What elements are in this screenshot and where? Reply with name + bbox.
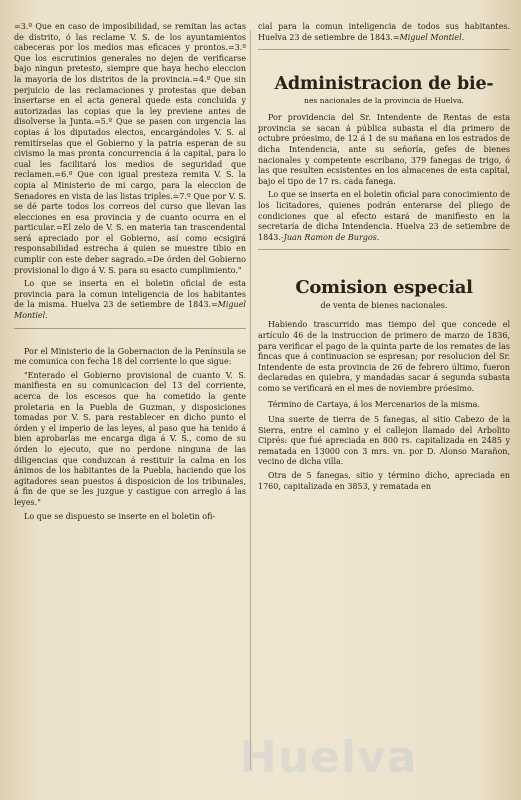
heading-comision-especial: Comision especial — [295, 277, 473, 299]
continuation-text: cial para la comun inteligencia de todos sus habitantes. Huelva 23 de setiembre de 1843.= — [258, 22, 510, 42]
closing-insertion-line: Lo que se dispuesto se inserte en el boletin ofi- — [24, 511, 216, 521]
column-rule — [250, 30, 251, 770]
signature-miguel-montiel-2: Miguel Montiel. — [399, 32, 465, 42]
bidders-notice-text: Lo que se inserta en el boletin oficial para conocimiento de los licitadores, quienes podrán enterarse del pliego de condiciones que al efecto estará de manifiesto en la secretaría de dicha Intendencia. Huelva 23 de setiembre de 1843.- — [258, 190, 510, 242]
default-notice-paragraph: Habiendo trascurrido mas tiempo del que concede el artículo 46 de la instruccion de primero de marzo de 1836, para verificar el pago de la quinta parte de los remates de las fincas que á continuacion se espresan; por resolucion del Sr. Intendente de esta provincia de 26 de febrero último, fueron declaradas en quiebra, y mandadas sacar á segunda subasta como se verificará en el mes de noviembre próesimo. — [258, 320, 510, 393]
section-divider-2 — [258, 49, 510, 50]
left-column — [14, 0, 246, 800]
circular-continuation-paragraph: =3.º Que en caso de imposibilidad, se remitan las actas de distrito, ó las reclame V. S. de los ayuntamientos cabeceras por los medios mas eficaces y prontos.=3.º Que los escrutinios generales no dejen de verificarse bajo ningun pretesto, siempre que haya hecho eleccion la mayoría de los distritos de la provincia.=4.º Que sin perjuicio de las reclamaciones y protestas que deban insertarse en el acta general quede esta concluida y autorizadas las copias que la ley previene antes de disolverse la Junta.=5.º Que se pasen con urgencia las copias á los diputados electos, encargándoles V. S. al remitírselas que el Gobierno y la patria esperan de su civismo la mas pronta concurrencia á la capital, para lo cual les facilitará los medios de seguridad que reclamen.=6.º Que con igual presteza remita V. S. la copia al Ministerio de mi cargo, para la eleccion de Senadores en vista de las listas triples.=7.º Que por V. S. se dé parte todos los correos del curso que llevan las elecciones en esa provincia y de cuanto ocurra en el particular.=El zelo de V. S. en materia tan trascendental será apreciado por el Gobierno, así como ecsigirá responsabilidad estrecha á quien se muestre tibio en cumplir con este deber sagrado.=De órden del Gobierno provisional lo digo á V. S. para su esacto cumplimiento." — [14, 22, 246, 275]
property-lot-1: Una suerte de tierra de 5 fanegas, al sitio Cabezo de la Sierra, entre el camino y el callejon llamado del Arbolito Ciprés: que fué apreciada en 800 rs. capitalizada en 2485 y rematada en 13000 con 3 mrs. vn. por D. Alonso Marañon, vecino de dicha villa. — [258, 415, 510, 467]
bidders-notice-paragraph — [258, 190, 510, 243]
heading-administracion: Administracion de bie- — [274, 74, 494, 95]
signature-juan-ramon-de-burgos: Juan Ramon de Burgos. — [283, 232, 380, 242]
right-column — [258, 0, 510, 800]
cartaya-heading-line: Término de Cartaya, á los Mercenarios de la misma. — [268, 400, 480, 410]
section-divider-3 — [258, 249, 510, 250]
continuation-paragraph — [258, 22, 510, 43]
property-lot-2: Otra de 5 fanegas, sitio y término dicho, apreciada en 1760, capitalizada en 3853, y rematada en — [258, 471, 510, 491]
ministry-intro-paragraph: Por el Ministerio de la Gobernacion de la Península se me comunica con fecha 18 del corriente lo que sigue: — [14, 346, 246, 367]
insertion-notice-paragraph — [14, 279, 246, 321]
auction-notice-paragraph: Por providencia del Sr. Intendente de Rentas de esta provincia se sacan á pública subasta el dia primero de octubre próesimo, de 12 á 1 de su mañana en los estrados de dicha Intendencia, ante su señoría, gefes de bienes nacionales y competente escribano, 379 fanegas de trigo, ó las que resulten ecsistentes en los almacenes de esta capital, bajo el tipo de 17 rs. cada fanega. — [258, 113, 510, 186]
government-letter-paragraph: "Enterado el Gobierno provisional de cuanto V. S. manifiesta en su comunicacion del 13 del corriente, acerca de los escesos que ha cometido la gente proletaria en la Puebla de Guzman, y disposiciones tomadas por V. S. para restablecer en dicho punto el órden y el imperio de las leyes, al paso que ha tenido á bien aprobarlas me encarga diga á V. S., como de su órden lo ejecuto, que no perdone ninguna de las diligencias que conduzcan á restituir la calma en los ánimos de los habitantes de la Puebla, haciendo que los agitadores sean puestos á disposicion de los tribunales, á fin de que se les juzgue y castigue con arreglo á las leyes." — [14, 370, 246, 507]
section-divider — [14, 328, 246, 329]
insertion-notice-text: Lo que se inserta en el boletin oficial de esta provincia para la comun inteligencia de los habitantes de la misma. Huelva 23 de setiembre de 1843.= — [14, 279, 246, 310]
subheading-bienes-nacionales: nes nacionales de la provincia de Huelva. — [304, 96, 464, 106]
signature-miguel-montiel: Miguel Montiel. — [14, 300, 246, 321]
subheading-venta-bienes: de venta de bienes nacionales. — [320, 300, 448, 311]
library-watermark: Huelva — [240, 732, 418, 783]
